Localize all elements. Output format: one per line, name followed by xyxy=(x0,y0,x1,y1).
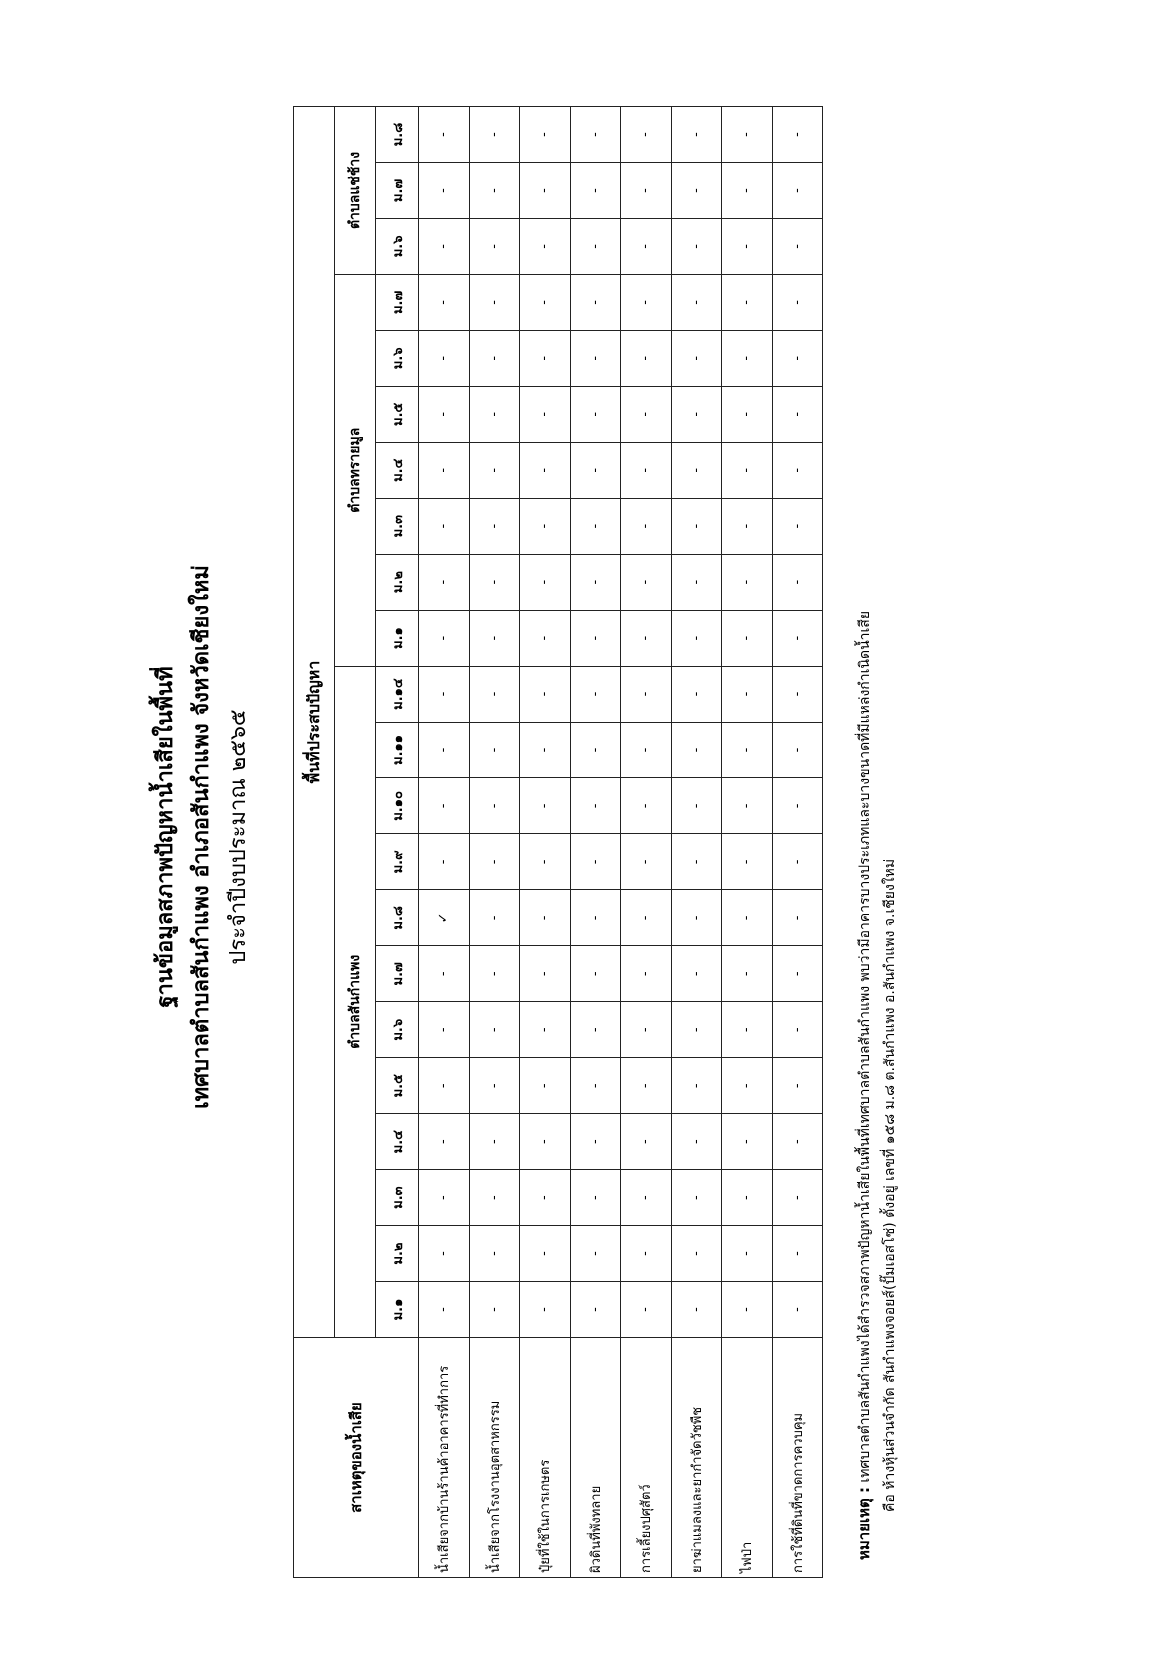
value-cell: - xyxy=(772,330,823,386)
table-row xyxy=(671,107,722,1578)
value-cell: - xyxy=(621,778,672,834)
village-header: ม.๕ xyxy=(376,1058,419,1114)
table-row xyxy=(570,107,621,1578)
value-cell: - xyxy=(621,1282,672,1338)
value-cell: - xyxy=(520,666,571,722)
footnote-text-1: เทศบาลตำบลสันกำแพงได้สำรวจสภาพปัญหาน้ำเสียในพื้นที่เทศบาลตำบลสันกำแพง พบว่ามีอาคารบางประเภทและบางขนาดที่มีแหล่งกำเนิดน้ำเสีย xyxy=(857,610,873,1483)
table-body xyxy=(419,107,823,1578)
value-cell: - xyxy=(722,946,773,1002)
value-cell: - xyxy=(520,107,571,163)
value-cell: - xyxy=(469,666,520,722)
value-cell: - xyxy=(772,722,823,778)
village-header: ม.๕ xyxy=(376,386,419,442)
cause-cell: ยาฆ่าแมลงและยากำจัดวัชพืช xyxy=(671,1338,722,1578)
value-cell: - xyxy=(469,1114,520,1170)
value-cell: - xyxy=(520,218,571,274)
value-cell: - xyxy=(469,498,520,554)
value-cell: - xyxy=(722,498,773,554)
value-cell: - xyxy=(722,1114,773,1170)
value-cell: - xyxy=(671,498,722,554)
table-header-row-1 xyxy=(294,107,335,1578)
value-cell: - xyxy=(671,274,722,330)
value-cell: - xyxy=(671,1226,722,1282)
value-cell: - xyxy=(520,834,571,890)
value-cell: - xyxy=(722,274,773,330)
value-cell: - xyxy=(772,107,823,163)
value-cell: - xyxy=(570,834,621,890)
value-cell: - xyxy=(570,107,621,163)
value-cell: - xyxy=(469,386,520,442)
subdistrict-header: ตำบลแช่ช้าง xyxy=(335,107,376,275)
value-cell: - xyxy=(671,442,722,498)
value-cell: - xyxy=(772,1226,823,1282)
value-cell: - xyxy=(419,1002,470,1058)
value-cell: - xyxy=(570,1170,621,1226)
value-cell: - xyxy=(570,554,621,610)
value-cell: - xyxy=(621,330,672,386)
value-cell: - xyxy=(469,442,520,498)
value-cell: - xyxy=(722,442,773,498)
value-cell: - xyxy=(772,1058,823,1114)
value-cell: - xyxy=(722,722,773,778)
value-cell: - xyxy=(772,890,823,946)
value-cell: - xyxy=(570,274,621,330)
value-cell: - xyxy=(671,162,722,218)
footnote-line-2 xyxy=(879,60,901,1560)
value-cell: - xyxy=(621,442,672,498)
value-cell: - xyxy=(722,330,773,386)
value-cell: - xyxy=(772,274,823,330)
subdistrict-header: ตำบลสันกำแพง xyxy=(335,666,376,1337)
value-cell: - xyxy=(419,498,470,554)
value-cell: - xyxy=(722,1002,773,1058)
value-cell: - xyxy=(570,1226,621,1282)
value-cell: - xyxy=(772,442,823,498)
value-cell: - xyxy=(722,1170,773,1226)
value-cell: - xyxy=(570,330,621,386)
table-row xyxy=(469,107,520,1578)
village-header: ม.๓ xyxy=(376,1170,419,1226)
cause-cell: น้ำเสียจากโรงงานอุตสาหกรรม xyxy=(469,1338,520,1578)
value-cell: - xyxy=(469,1170,520,1226)
value-cell: - xyxy=(722,666,773,722)
value-cell: - xyxy=(570,498,621,554)
footnote-label: หมายเหตุ : xyxy=(855,1487,873,1560)
value-cell: - xyxy=(520,1282,571,1338)
value-cell: - xyxy=(469,610,520,666)
value-cell: - xyxy=(419,834,470,890)
value-cell: - xyxy=(419,442,470,498)
village-header: ม.๑ xyxy=(376,1282,419,1338)
value-cell: - xyxy=(722,1226,773,1282)
value-cell: - xyxy=(621,610,672,666)
cause-cell: ไฟป่า xyxy=(722,1338,773,1578)
value-cell: - xyxy=(570,442,621,498)
value-cell: - xyxy=(469,722,520,778)
value-cell: - xyxy=(520,498,571,554)
value-cell: - xyxy=(621,162,672,218)
footnote-text-2: คือ ห้างหุ้นส่วนจำกัด สันกำแพงจอยส์(ปั๊มเอสโซ่) ตั้งอยู่ เลขที่ ๑๕๘ ม.๘ ต.สันกำแพง อ.สันกำแพง จ.เชียงใหม่ xyxy=(882,858,898,1512)
table-row xyxy=(621,107,672,1578)
village-header: ม.๖ xyxy=(376,1002,419,1058)
value-cell: - xyxy=(570,610,621,666)
value-cell: - xyxy=(469,1226,520,1282)
value-cell: - xyxy=(570,1058,621,1114)
table-row xyxy=(722,107,773,1578)
value-cell: - xyxy=(671,834,722,890)
value-cell: - xyxy=(419,107,470,163)
value-cell: - xyxy=(469,1282,520,1338)
value-cell: - xyxy=(621,274,672,330)
village-header: ม.๔ xyxy=(376,1114,419,1170)
village-header: ม.๖ xyxy=(376,330,419,386)
value-cell: - xyxy=(671,610,722,666)
value-cell: - xyxy=(621,218,672,274)
value-cell: - xyxy=(621,722,672,778)
value-cell: - xyxy=(469,554,520,610)
value-cell: - xyxy=(671,1114,722,1170)
value-cell: - xyxy=(570,218,621,274)
value-cell: - xyxy=(419,218,470,274)
value-cell: - xyxy=(520,946,571,1002)
value-cell: - xyxy=(469,834,520,890)
value-cell: - xyxy=(520,610,571,666)
value-cell: - xyxy=(722,778,773,834)
village-header: ม.๗ xyxy=(376,162,419,218)
table-row xyxy=(419,107,470,1578)
value-cell: - xyxy=(621,1226,672,1282)
value-cell: - xyxy=(621,1170,672,1226)
value-cell: - xyxy=(419,1058,470,1114)
footnote-line-1 xyxy=(852,60,876,1560)
value-cell: - xyxy=(570,386,621,442)
value-cell: - xyxy=(520,274,571,330)
value-cell: - xyxy=(722,1282,773,1338)
value-cell: - xyxy=(570,946,621,1002)
village-header: ม.๖ xyxy=(376,218,419,274)
cause-cell: การเลี้ยงปศุสัตว์ xyxy=(621,1338,672,1578)
value-cell: - xyxy=(520,890,571,946)
value-cell: - xyxy=(621,834,672,890)
subdistrict-header: ตำบลทรายมูล xyxy=(335,274,376,666)
value-cell: - xyxy=(570,722,621,778)
village-header: ม.๑ xyxy=(376,610,419,666)
value-cell: - xyxy=(419,1282,470,1338)
value-cell: - xyxy=(621,1002,672,1058)
village-header: ม.๓ xyxy=(376,498,419,554)
value-cell: - xyxy=(722,834,773,890)
wastewater-table xyxy=(293,106,823,1578)
value-cell: - xyxy=(621,666,672,722)
value-cell: - xyxy=(419,722,470,778)
value-cell: - xyxy=(469,218,520,274)
value-cell: - xyxy=(621,946,672,1002)
value-cell: - xyxy=(570,778,621,834)
value-cell: - xyxy=(570,1114,621,1170)
value-cell: - xyxy=(520,1170,571,1226)
value-cell: - xyxy=(419,162,470,218)
value-cell: - xyxy=(621,498,672,554)
value-cell: - xyxy=(419,274,470,330)
value-cell: - xyxy=(722,610,773,666)
village-header: ม.๒ xyxy=(376,554,419,610)
village-header: ม.๗ xyxy=(376,274,419,330)
value-cell: - xyxy=(469,107,520,163)
value-cell: - xyxy=(772,666,823,722)
value-cell: - xyxy=(772,386,823,442)
value-cell: - xyxy=(520,554,571,610)
value-cell: - xyxy=(671,946,722,1002)
value-cell: - xyxy=(772,946,823,1002)
cause-cell: น้ำเสียจากบ้านร้านค้าอาคารที่ทำการ xyxy=(419,1338,470,1578)
value-cell: - xyxy=(419,666,470,722)
value-cell: - xyxy=(671,778,722,834)
value-cell: - xyxy=(772,778,823,834)
value-cell: - xyxy=(469,1002,520,1058)
village-header: ม.๘ xyxy=(376,890,419,946)
value-cell: - xyxy=(520,778,571,834)
value-cell: - xyxy=(419,610,470,666)
value-cell: - xyxy=(520,1058,571,1114)
value-cell: - xyxy=(520,162,571,218)
value-cell: - xyxy=(671,890,722,946)
value-cell: - xyxy=(671,1282,722,1338)
table-row xyxy=(772,107,823,1578)
value-cell: - xyxy=(671,1002,722,1058)
value-cell: - xyxy=(419,778,470,834)
village-header: ม.๗ xyxy=(376,946,419,1002)
check-mark-cell: ✓ xyxy=(419,890,470,946)
village-header: ม.๒ xyxy=(376,1226,419,1282)
village-header: ม.๘ xyxy=(376,107,419,163)
value-cell: - xyxy=(570,890,621,946)
value-cell: - xyxy=(419,1114,470,1170)
value-cell: - xyxy=(419,386,470,442)
value-cell: - xyxy=(722,386,773,442)
value-cell: - xyxy=(419,946,470,1002)
value-cell: - xyxy=(772,1282,823,1338)
value-cell: - xyxy=(621,890,672,946)
village-header: ม.๑๐ xyxy=(376,778,419,834)
document-subtitle: เทศบาลตำบลสันกำแพง อำเภอสันกำแพง จังหวัดเชียงใหม่ xyxy=(189,565,214,1109)
value-cell: - xyxy=(469,890,520,946)
value-cell: - xyxy=(469,162,520,218)
value-cell: - xyxy=(621,1114,672,1170)
value-cell: - xyxy=(419,330,470,386)
value-cell: - xyxy=(671,1170,722,1226)
value-cell: - xyxy=(772,610,823,666)
value-cell: - xyxy=(570,162,621,218)
value-cell: - xyxy=(671,666,722,722)
cause-cell: ผิวดินที่พังทลาย xyxy=(570,1338,621,1578)
value-cell: - xyxy=(671,386,722,442)
value-cell: - xyxy=(772,834,823,890)
value-cell: - xyxy=(520,1226,571,1282)
village-header: ม.๙ xyxy=(376,834,419,890)
value-cell: - xyxy=(722,1058,773,1114)
cause-cell: ปุ๋ยที่ใช้ในการเกษตร xyxy=(520,1338,571,1578)
village-header: ม.๑๔ xyxy=(376,666,419,722)
value-cell: - xyxy=(469,1058,520,1114)
value-cell: - xyxy=(520,386,571,442)
value-cell: - xyxy=(469,778,520,834)
value-cell: - xyxy=(621,1058,672,1114)
village-header: ม.๑๑ xyxy=(376,722,419,778)
value-cell: - xyxy=(520,1114,571,1170)
value-cell: - xyxy=(419,1226,470,1282)
value-cell: - xyxy=(520,442,571,498)
value-cell: - xyxy=(722,554,773,610)
value-cell: - xyxy=(722,890,773,946)
value-cell: - xyxy=(722,218,773,274)
value-cell: - xyxy=(520,722,571,778)
value-cell: - xyxy=(570,1282,621,1338)
document-title: ฐานข้อมูลสภาพปัญหาน้ำเสียในพื้นที่ xyxy=(153,666,178,1008)
value-cell: - xyxy=(671,330,722,386)
value-cell: - xyxy=(469,330,520,386)
value-cell: - xyxy=(671,554,722,610)
cause-header: สาเหตุของน้ำเสีย xyxy=(294,1338,419,1578)
value-cell: - xyxy=(772,498,823,554)
area-header: พื้นที่ประสบปัญหา xyxy=(294,107,335,1338)
table-row xyxy=(520,107,571,1578)
value-cell: - xyxy=(621,107,672,163)
value-cell: - xyxy=(722,107,773,163)
value-cell: - xyxy=(671,722,722,778)
value-cell: - xyxy=(570,666,621,722)
value-cell: - xyxy=(772,218,823,274)
value-cell: - xyxy=(671,107,722,163)
value-cell: - xyxy=(520,1002,571,1058)
value-cell: - xyxy=(772,162,823,218)
village-header: ม.๔ xyxy=(376,442,419,498)
value-cell: - xyxy=(419,554,470,610)
value-cell: - xyxy=(570,1002,621,1058)
value-cell: - xyxy=(621,386,672,442)
value-cell: - xyxy=(772,1114,823,1170)
value-cell: - xyxy=(722,162,773,218)
value-cell: - xyxy=(671,1058,722,1114)
value-cell: - xyxy=(772,1170,823,1226)
value-cell: - xyxy=(772,554,823,610)
value-cell: - xyxy=(469,946,520,1002)
value-cell: - xyxy=(671,218,722,274)
cause-cell: การใช้ที่ดินที่ขาดการควบคุม xyxy=(772,1338,823,1578)
value-cell: - xyxy=(772,1002,823,1058)
value-cell: - xyxy=(469,274,520,330)
value-cell: - xyxy=(419,1170,470,1226)
value-cell: - xyxy=(621,554,672,610)
value-cell: - xyxy=(520,330,571,386)
document-fiscal-year: ประจำปีงบประมาณ ๒๕๖๕ xyxy=(226,709,251,965)
